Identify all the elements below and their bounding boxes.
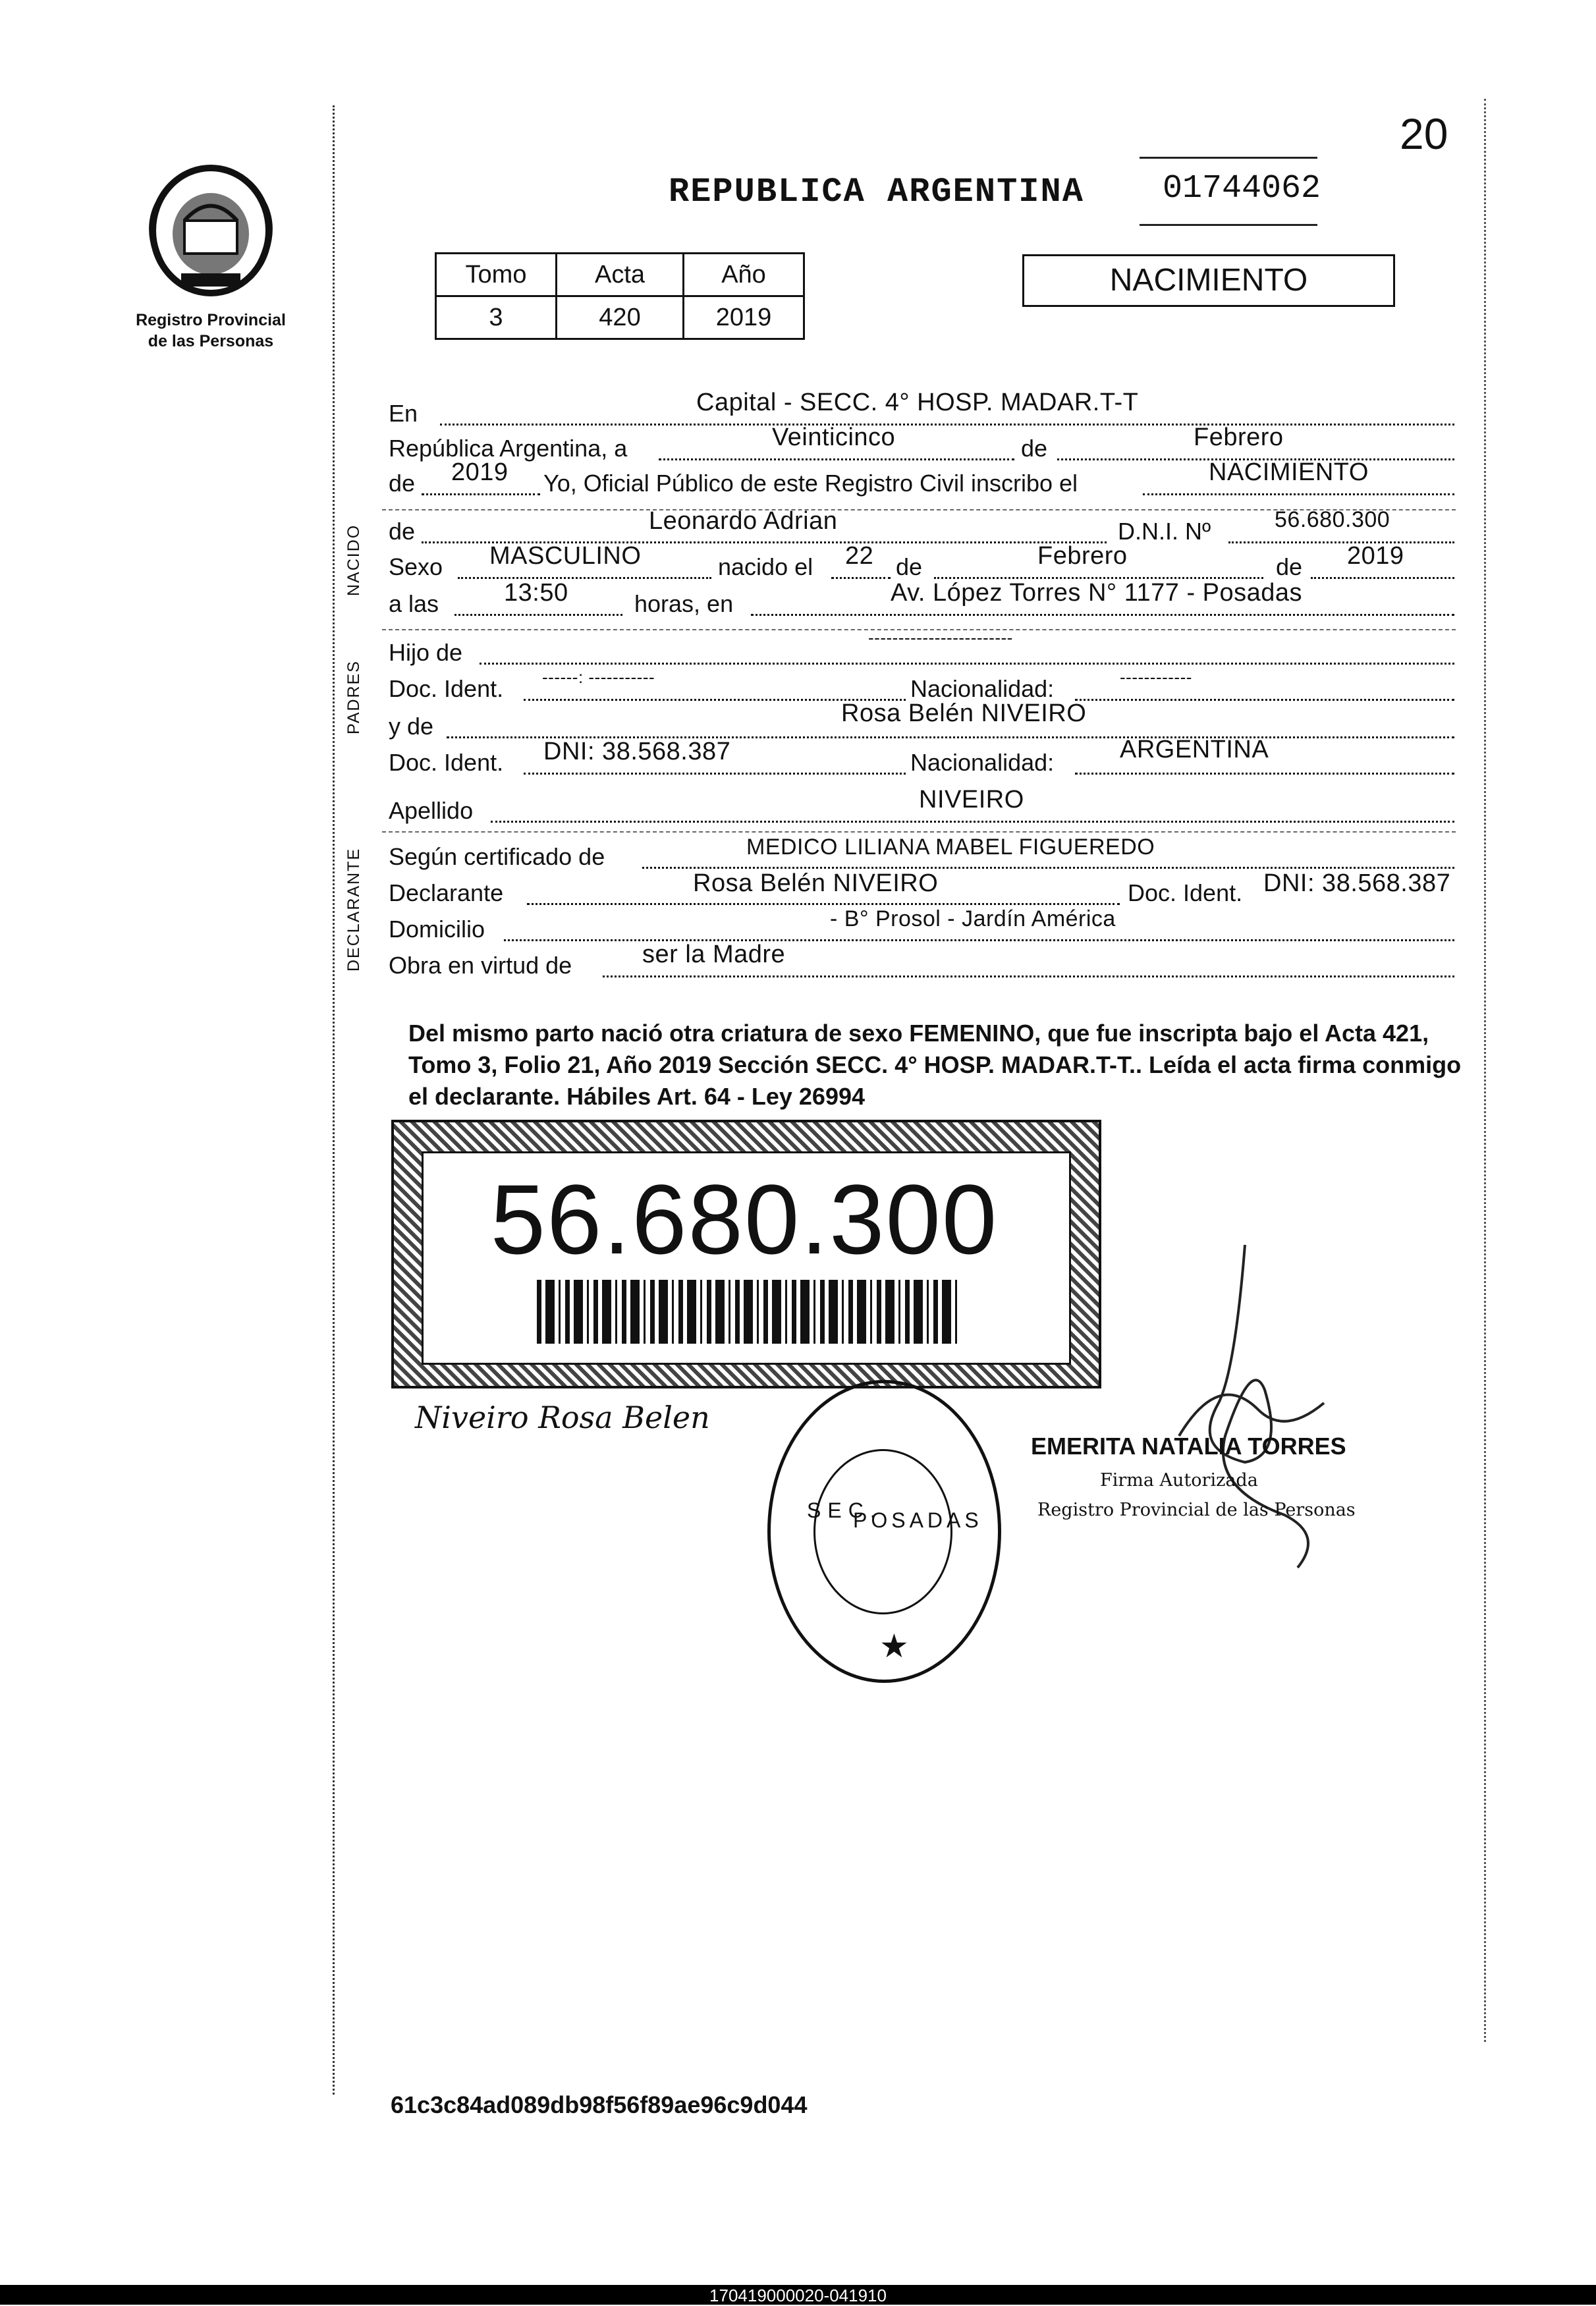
label-de3: de bbox=[896, 553, 923, 580]
label-obra: Obra en virtud de bbox=[389, 952, 572, 979]
value-padre-doc: ------: ----------- bbox=[542, 667, 655, 687]
official-role: Firma Autorizada bbox=[1100, 1470, 1258, 1491]
registry-table bbox=[435, 252, 805, 340]
side-label-declarante: DECLARANTE bbox=[344, 847, 363, 972]
dots-dia bbox=[659, 458, 1014, 460]
label-de2: de bbox=[389, 470, 416, 497]
label-de-name: de bbox=[389, 518, 416, 545]
right-margin-line bbox=[1484, 99, 1486, 2042]
dots-certificado bbox=[642, 867, 1454, 869]
value-mes: Febrero bbox=[1194, 424, 1284, 451]
seal-star-icon: ★ bbox=[879, 1628, 909, 1664]
side-label-nacido: NACIDO bbox=[344, 524, 363, 596]
record-type-box: NACIMIENTO bbox=[1022, 254, 1395, 307]
registry-value-acta: 420 bbox=[557, 296, 684, 339]
seal-text-sec: SEC. bbox=[807, 1498, 883, 1522]
serial-rule-bottom bbox=[1140, 224, 1317, 226]
value-direccion: Av. López Torres N° 1177 - Posadas bbox=[891, 579, 1303, 607]
label-domicilio: Domicilio bbox=[389, 916, 485, 943]
registry-value-row bbox=[436, 296, 804, 339]
value-obra: ser la Madre bbox=[642, 941, 786, 968]
logo-caption-line2: de las Personas bbox=[148, 332, 274, 350]
label-declarante: Declarante bbox=[389, 879, 504, 906]
value-padre-nac: ------------ bbox=[1120, 667, 1192, 687]
value-hora: 13:50 bbox=[504, 579, 568, 607]
value-anio: 2019 bbox=[451, 458, 509, 486]
dots-hora bbox=[454, 614, 622, 616]
label-republica: República Argentina, a bbox=[389, 435, 628, 462]
label-doc3: Doc. Ident. bbox=[1128, 879, 1243, 906]
label-horas: horas, en bbox=[634, 590, 734, 617]
value-madre-nac: ARGENTINA bbox=[1120, 736, 1269, 763]
dots-madre-nac bbox=[1075, 773, 1454, 775]
value-madre: Rosa Belén NIVEIRO bbox=[841, 700, 1087, 727]
value-nac-mes: Febrero bbox=[1037, 542, 1128, 570]
dots-madre-doc bbox=[524, 773, 906, 775]
value-nombre: Leonardo Adrian bbox=[649, 507, 838, 535]
registry-value-tomo: 3 bbox=[436, 296, 557, 339]
footer-code: 170419000020-041910 bbox=[709, 2286, 887, 2305]
declarant-signature-text: Niveiro Rosa Belen bbox=[415, 1400, 710, 1435]
dots-en bbox=[440, 424, 1454, 426]
value-certificado: MEDICO LILIANA MABEL FIGUEREDO bbox=[746, 835, 1155, 860]
dots-dni bbox=[1228, 541, 1454, 543]
label-hijo: Hijo de bbox=[389, 639, 463, 666]
dots-acto bbox=[1143, 493, 1454, 495]
label-yo: Yo, Oficial Público de este Registro Civil inscribo el bbox=[543, 470, 1078, 497]
side-label-padres: PADRES bbox=[344, 660, 363, 734]
value-lugar: Capital - SECC. 4° HOSP. MADAR.T-T bbox=[696, 389, 1139, 416]
page-number: 20 bbox=[1400, 109, 1448, 158]
value-dia: Veinticinco bbox=[772, 424, 896, 451]
value-sexo: MASCULINO bbox=[489, 542, 642, 570]
value-madre-doc: DNI: 38.568.387 bbox=[543, 738, 731, 765]
barcode bbox=[537, 1280, 958, 1344]
label-nac2: Nacionalidad: bbox=[910, 749, 1055, 776]
seal-text-posadas: POSADAS bbox=[853, 1508, 983, 1532]
dots-nac-anio bbox=[1311, 577, 1454, 579]
document-title: REPUBLICA ARGENTINA bbox=[669, 173, 1084, 211]
value-acto: NACIMIENTO bbox=[1209, 458, 1369, 486]
dots-direccion bbox=[751, 614, 1454, 616]
value-declarante-doc: DNI: 38.568.387 bbox=[1263, 869, 1451, 897]
registry-header-row bbox=[436, 254, 804, 296]
registry-header-acta: Acta bbox=[557, 254, 684, 296]
label-a-las: a las bbox=[389, 590, 439, 617]
value-nac-anio: 2019 bbox=[1347, 542, 1404, 570]
province-logo bbox=[145, 165, 277, 296]
dots-obra bbox=[603, 975, 1454, 977]
dni-stamp-number: 56.680.300 bbox=[490, 1164, 999, 1275]
label-doc1: Doc. Ident. bbox=[389, 675, 504, 702]
label-doc2: Doc. Ident. bbox=[389, 749, 504, 776]
dots-padre-nac bbox=[1075, 699, 1454, 701]
official-signature-icon bbox=[1113, 1238, 1363, 1581]
label-nac1: Nacionalidad: bbox=[910, 675, 1055, 702]
document-hash: 61c3c84ad089db98f56f89ae96c9d044 bbox=[391, 2091, 808, 2118]
dots-apellido bbox=[491, 821, 1454, 823]
label-de4: de bbox=[1276, 553, 1303, 580]
official-org: Registro Provincial de las Personas bbox=[1037, 1500, 1356, 1520]
registry-header-tomo: Tomo bbox=[436, 254, 557, 296]
registry-header-anio: Año bbox=[684, 254, 804, 296]
label-certificado: Según certificado de bbox=[389, 843, 605, 870]
label-nacido: nacido el bbox=[718, 553, 813, 580]
label-dni: D.N.I. Nº bbox=[1118, 518, 1211, 545]
label-y-de: y de bbox=[389, 713, 434, 740]
value-dni: 56.680.300 bbox=[1275, 507, 1390, 532]
dots-padre bbox=[480, 663, 1454, 665]
dots-sexo bbox=[458, 577, 711, 579]
registry-value-anio: 2019 bbox=[684, 296, 804, 339]
label-apellido: Apellido bbox=[389, 797, 474, 824]
value-domicilio: - B° Prosol - Jardín América bbox=[830, 906, 1116, 931]
observation-note: Del mismo parto nació otra criatura de sexo FEMENINO, que fue inscripta bajo el Acta 421, Tomo 3, Folio 21, Año 2019 Sección SECC. 4° HOSP. MADAR.T-T.. Leída el acta firma conmigo el declarante. Hábiles Art. 64 - Ley 26994 bbox=[408, 1020, 1462, 1110]
value-nac-dia: 22 bbox=[845, 542, 874, 570]
dots-nac-dia bbox=[831, 577, 891, 579]
value-padre: ------------------------ bbox=[868, 628, 1013, 647]
value-apellido: NIVEIRO bbox=[919, 786, 1024, 813]
logo-caption bbox=[112, 310, 310, 352]
label-de: de bbox=[1021, 435, 1048, 462]
label-en: En bbox=[389, 400, 418, 427]
dots-anio bbox=[422, 493, 540, 495]
dots-declarante bbox=[527, 903, 1120, 905]
logo-caption-line1: Registro Provincial bbox=[136, 311, 286, 329]
declarant-signature bbox=[415, 1400, 710, 1435]
label-sexo: Sexo bbox=[389, 553, 443, 580]
section-separator-3 bbox=[382, 831, 1456, 833]
official-name: EMERITA NATALIA TORRES bbox=[1031, 1433, 1346, 1460]
serial-number: 01744062 bbox=[1163, 170, 1321, 207]
value-declarante: Rosa Belén NIVEIRO bbox=[693, 869, 939, 897]
left-margin-line bbox=[333, 105, 335, 2095]
serial-rule-top bbox=[1140, 157, 1317, 159]
